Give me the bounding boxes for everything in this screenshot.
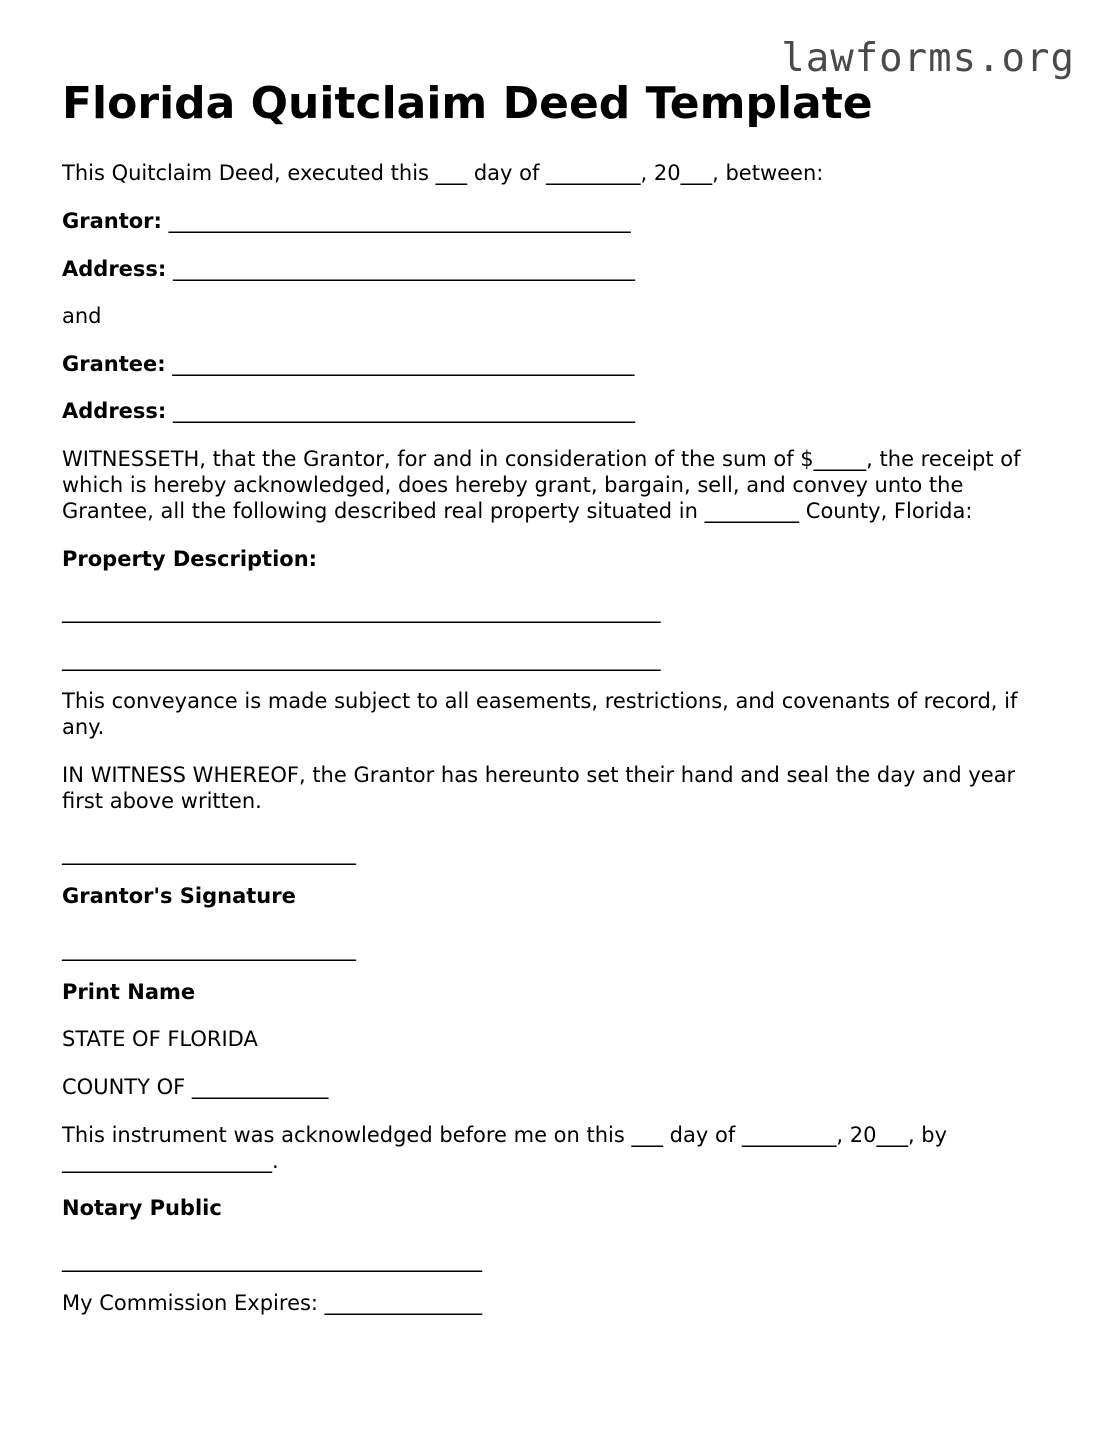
document-title: Florida Quitclaim Deed Template — [62, 78, 873, 129]
grantor-signature-label: Grantor's Signature — [62, 884, 296, 908]
witnesseth-paragraph: WITNESSETH, that the Grantor, for and in consideration of the sum of $_____, the receipt of which is hereby acknowledged, does hereby grant, bargain, sell, and convey unto the Grantee, all the following described real property situated in _________ County, Florida: — [62, 447, 1028, 523]
print-name-label: Print Name — [62, 980, 196, 1004]
grantee-address-blank: ____________________________________________ — [166, 399, 636, 423]
property-description-line-1: _________________________________________________________ — [62, 599, 661, 623]
grantee-address-label: Address: — [62, 399, 167, 423]
grantor-address-field — [62, 256, 635, 282]
grantee-label: Grantee: — [62, 352, 166, 376]
property-description-label: Property Description: — [62, 547, 318, 571]
notary-signature-line: ________________________________________ — [62, 1248, 482, 1272]
county-line: COUNTY OF _____________ — [62, 1075, 329, 1099]
grantor-address-label: Address: — [62, 257, 167, 281]
conveyance-paragraph: This conveyance is made subject to all easements, restrictions, and covenants of record, if any. — [62, 689, 1025, 739]
print-name-line: ____________________________ — [62, 937, 356, 961]
grantor-signature-line: ____________________________ — [62, 841, 356, 865]
in-witness-paragraph: IN WITNESS WHEREOF, the Grantor has hereunto set their hand and seal the day and year first above written. — [62, 763, 1022, 813]
grantor-blank: ____________________________________________ — [161, 209, 631, 233]
lawforms-watermark: lawforms.org — [781, 36, 1075, 81]
grantee-field — [62, 351, 634, 377]
grantee-blank: ____________________________________________ — [165, 352, 635, 376]
intro-line: This Quitclaim Deed, executed this ___ day of _________, 20___, between: — [62, 161, 824, 185]
property-description-line-2: _________________________________________________________ — [62, 647, 661, 671]
state-line: STATE OF FLORIDA — [62, 1027, 258, 1051]
commission-expires-line: My Commission Expires: _______________ — [62, 1291, 483, 1315]
acknowledgment-paragraph: This instrument was acknowledged before me on this ___ day of _________, 20___, by ____________________. — [62, 1123, 954, 1173]
grantor-field — [62, 208, 631, 234]
grantee-address-field — [62, 398, 635, 424]
grantor-label: Grantor: — [62, 209, 162, 233]
notary-public-label: Notary Public — [62, 1196, 222, 1220]
and-text: and — [62, 304, 102, 328]
grantor-address-blank: ____________________________________________ — [166, 257, 636, 281]
